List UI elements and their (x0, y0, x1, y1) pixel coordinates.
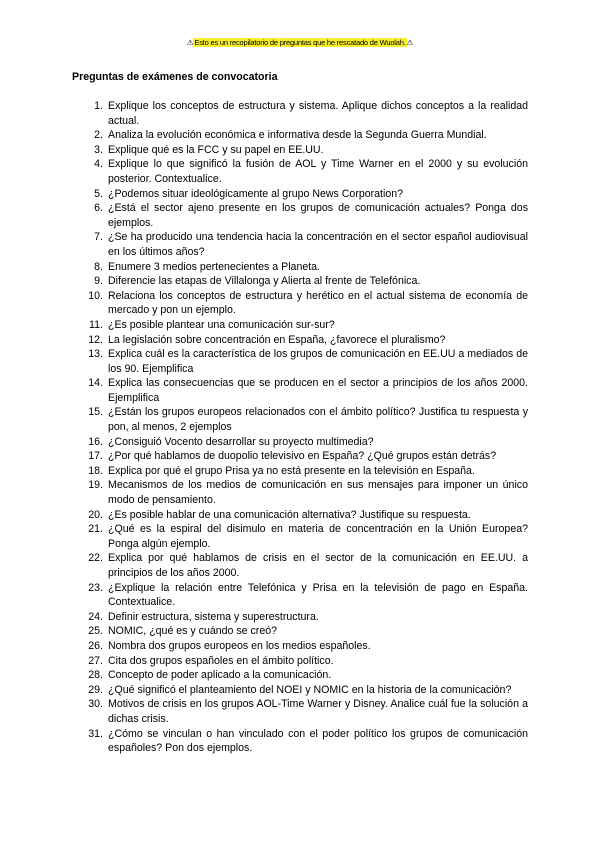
question-item (71, 464, 528, 479)
question-number: 6. (94, 202, 103, 215)
question-number: 5. (94, 187, 103, 200)
question-text: La legislación sobre concentración en España, ¿favorece el pluralismo? (108, 333, 446, 346)
question-item (71, 347, 528, 376)
question-item (71, 697, 528, 726)
question-text: ¿Es posible hablar de una comunicación alternativa? Justifique su respuesta. (108, 508, 471, 521)
question-item (71, 683, 528, 698)
question-text: Definir estructura, sistema y superestructura. (108, 610, 319, 623)
question-number: 25. (88, 625, 103, 638)
question-text: Enumere 3 medios pertenecientes a Planeta. (108, 260, 321, 273)
question-item (71, 376, 528, 405)
question-text: ¿Cómo se vinculan o han vinculado con el poder político los grupos de comunicación españoles? Pon dos ejemplos. (108, 727, 528, 755)
question-item (71, 435, 528, 450)
question-text: Explica las consecuencias que se producen en el sector a principios de los años 2000. Ejemplifica (108, 377, 528, 404)
question-text: ¿Está el sector ajeno presente en los grupos de comunicación actuales? Ponga dos ejemplos. (108, 202, 528, 229)
question-item (71, 157, 528, 186)
question-item (71, 318, 528, 333)
question-number: 18. (88, 464, 103, 477)
question-text: ¿Están los grupos europeos relacionados con el ámbito político? Justifica tu respuesta y pon, al menos, 2 ejemplos (108, 406, 528, 434)
question-number: 15. (88, 406, 103, 419)
question-item (71, 654, 528, 669)
question-item (71, 624, 528, 639)
question-item (71, 610, 528, 625)
question-item (71, 289, 528, 318)
question-text: Explica por qué hablamos de crisis en el sector de la comunicación en EE.UU. a principios de los años 2000. (108, 552, 528, 579)
notice-text: Esto es un recopilatorio de preguntas que he rescatado de Wuolah. (194, 38, 406, 47)
question-number: 11. (89, 318, 103, 331)
question-number: 1. (94, 100, 103, 112)
question-text: Explica por qué el grupo Prisa ya no está presente en la televisión en España. (108, 464, 475, 477)
question-item (71, 405, 528, 434)
question-text: Relaciona los conceptos de estructura y herético en el actual sistema de economía de mercado y pon un ejemplo. (108, 289, 528, 317)
question-number: 10. (88, 289, 103, 302)
question-item (71, 143, 528, 158)
warning-icon: ⚠ (186, 38, 194, 47)
question-number: 14. (88, 377, 103, 390)
question-number: 29. (88, 683, 103, 696)
question-item (71, 449, 528, 464)
question-number: 26. (88, 639, 103, 652)
question-number: 28. (88, 669, 103, 682)
question-number: 9. (94, 275, 103, 288)
question-number: 2. (94, 129, 103, 142)
question-text: ¿Se ha producido una tendencia hacia la concentración en el sector español audiovisual en los últimos años? (108, 231, 528, 258)
question-item (71, 522, 528, 551)
question-text: Motivos de crisis en los grupos AOL-Time Warner y Disney. Analice cuál fue la solución a dichas crisis. (108, 698, 528, 725)
question-item (71, 727, 528, 756)
question-item (71, 333, 528, 348)
question-text: Explique lo que significó la fusión de AOL y Time Warner en el 2000 y su evolución posterior. Contextualice. (108, 158, 528, 185)
question-text: Analiza la evolución económica e informativa desde la Segunda Guerra Mundial. (108, 129, 487, 142)
question-number: 8. (94, 260, 103, 273)
question-text: Mecanismos de los medios de comunicación en sus mensajes para imponer un único modo de pensamiento. (108, 479, 528, 507)
question-number: 16. (88, 435, 103, 448)
question-number: 21. (88, 523, 103, 536)
question-item (71, 187, 528, 202)
question-item (71, 668, 528, 683)
warning-icon: ⚠ (406, 38, 414, 47)
question-item (71, 201, 528, 230)
question-text: Nombra dos grupos europeos en los medios españoles. (108, 639, 371, 652)
question-number: 24. (88, 610, 103, 623)
question-item (71, 639, 528, 654)
question-item (71, 478, 528, 507)
question-text: ¿Qué significó el planteamiento del NOEI y NOMIC en la historia de la comunicación? (108, 683, 512, 696)
question-number: 23. (88, 581, 103, 594)
question-number: 31. (88, 727, 103, 740)
question-text: ¿Podemos situar ideológicamente al grupo News Corporation? (108, 187, 404, 200)
question-number: 17. (88, 450, 103, 463)
question-text: Explique los conceptos de estructura y sistema. Aplique dichos conceptos a la realidad actual. (108, 100, 528, 127)
question-text: ¿Consiguió Vocento desarrollar su proyecto multimedia? (108, 435, 374, 448)
question-number: 20. (88, 508, 103, 521)
question-item (71, 99, 528, 128)
question-text: Explique qué es la FCC y su papel en EE.UU. (108, 143, 324, 156)
wuolah-notice-banner (0, 38, 600, 47)
question-number: 27. (88, 654, 103, 667)
question-text: ¿Por qué hablamos de duopolio televisivo en España? ¿Qué grupos están detrás? (108, 450, 497, 463)
question-item (71, 128, 528, 143)
question-item (71, 274, 528, 289)
question-text: Concepto de poder aplicado a la comunicación. (108, 669, 332, 682)
question-item (71, 230, 528, 259)
question-number: 3. (94, 143, 103, 156)
question-list (71, 99, 528, 756)
question-text: NOMIC, ¿qué es y cuándo se creó? (108, 625, 277, 638)
question-number: 22. (88, 552, 103, 565)
question-item (71, 581, 528, 610)
question-number: 4. (94, 158, 103, 171)
question-number: 19. (88, 479, 103, 492)
question-number: 13. (88, 348, 103, 361)
question-text: ¿Qué es la espiral del disimulo en materia de concentración en la Unión Europea? Ponga algún ejemplo. (108, 523, 528, 550)
question-number: 30. (88, 698, 103, 711)
page-title: Preguntas de exámenes de convocatoria (72, 71, 278, 83)
question-text: ¿Es posible plantear una comunicación sur-sur? (108, 318, 335, 331)
question-text: ¿Explique la relación entre Telefónica y Prisa en la televisión de pago en España. Contextualice. (108, 581, 528, 609)
question-number: 12. (88, 333, 103, 346)
question-item (71, 508, 528, 523)
question-text: Cita dos grupos españoles en el ámbito político. (108, 654, 334, 667)
question-number: 7. (94, 231, 103, 244)
question-text: Diferencie las etapas de Villalonga y Alierta al frente de Telefónica. (108, 275, 421, 288)
question-text: Explica cuál es la característica de los grupos de comunicación en EE.UU a mediados de los 90. Ejemplifica (108, 348, 528, 375)
question-item (71, 260, 528, 275)
question-item (71, 551, 528, 580)
